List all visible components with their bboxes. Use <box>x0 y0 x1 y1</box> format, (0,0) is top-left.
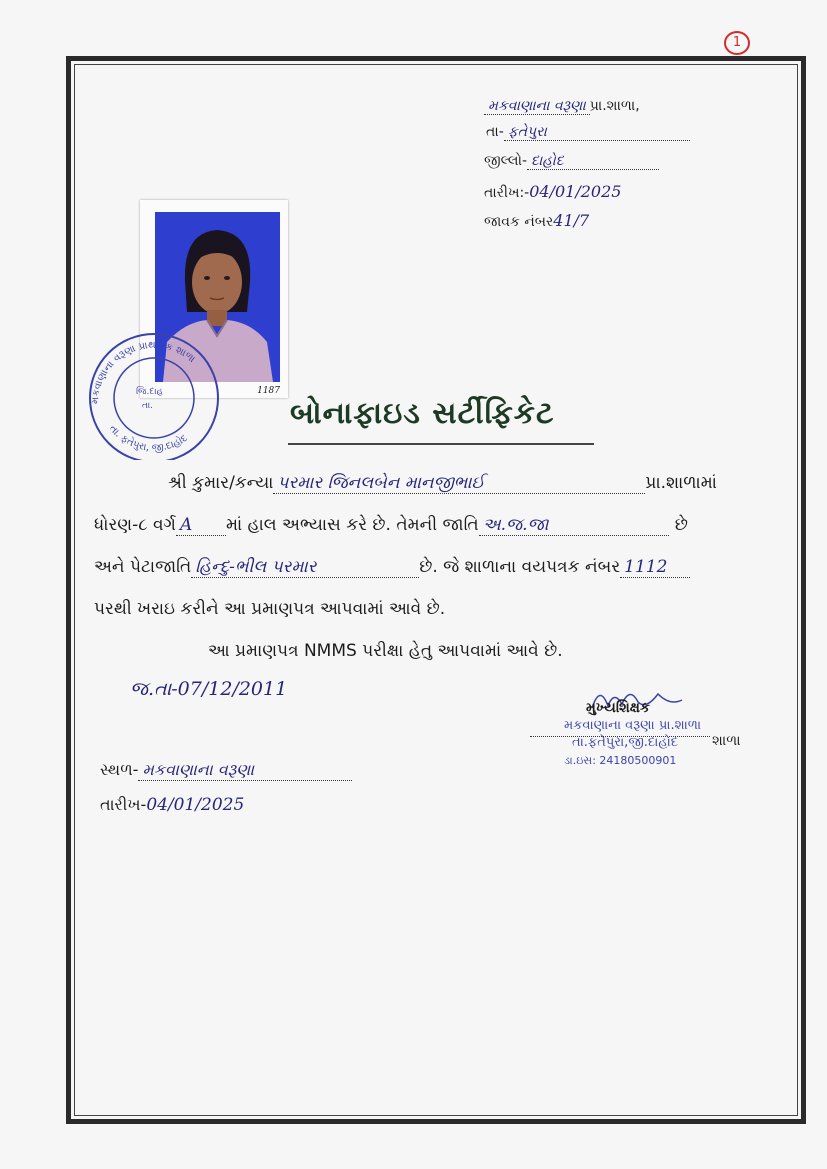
class-section: A <box>176 515 226 536</box>
svg-text:તા. ફતેપુરા, જી.દાહોદ <box>107 423 190 454</box>
certificate-title: બોનાફાઇડ સર્ટીફિકેટ <box>290 396 555 431</box>
school-suffix: પ્રા.શાળા, <box>589 98 640 114</box>
footer-date-line <box>100 795 244 815</box>
line3-prefix: અને પેટાજાતિ <box>94 557 192 577</box>
district-value: દાહોદ <box>527 153 659 170</box>
round-stamp-seal <box>80 328 228 460</box>
date-line <box>484 182 621 201</box>
page-number: 1 <box>724 31 750 55</box>
taluka-value: ફતેપુરા <box>504 124 690 141</box>
line2-prefix: ધોરણ-૮ વર્ગ <box>94 515 176 535</box>
photo-number: 1187 <box>257 386 280 396</box>
body-line-3 <box>94 557 690 578</box>
body-line-2 <box>94 515 688 536</box>
district-line <box>484 153 659 170</box>
place-value: મકવાણાના વરૂણા <box>138 760 352 781</box>
caste: અ.જ.જા <box>479 515 669 536</box>
body-line-4: પરથી ખરાઇ કરીને આ પ્રમાણપત્ર આપવામાં આવે છે. <box>94 599 446 619</box>
outward-label: જાવક નંબર <box>484 214 554 230</box>
sub-caste: હિન્દુ-ભીલ પરમાર <box>191 557 419 578</box>
date-value: 04/01/2025 <box>529 182 622 201</box>
taluka-label: તા- <box>486 124 504 140</box>
place-label: સ્થળ- <box>100 760 139 779</box>
register-number: 1112 <box>620 557 690 578</box>
footer-date-value: 04/01/2025 <box>146 795 245 815</box>
body-line-5: આ પ્રમાણપત્ર NMMS પરીક્ષા હેતુ આપવામાં આવે છે. <box>208 641 563 661</box>
district-label: જીલ્લો- <box>484 153 528 169</box>
headmaster-title: મુખ્યશિક્ષક <box>586 700 650 716</box>
line1-suffix: પ્રા.શાળામાં <box>645 473 717 493</box>
date-label: તારીખ:- <box>484 185 530 201</box>
stamp-center-line1: જિ.દાહ <box>136 387 164 397</box>
outward-line <box>484 211 589 230</box>
stamp-center-line2: તા. <box>142 401 154 411</box>
signature-stamp-address: તા.ફતેપુરા,જી.દાહોદ <box>572 735 679 750</box>
stamp-top-text: મકવાણાના વરૂણા પ્રાથમિક શાળા <box>89 339 198 405</box>
school-name-line <box>484 98 640 115</box>
signature-stamp-dise: ડા.ઇસ: 24180500901 <box>564 754 677 767</box>
school-round-stamp <box>80 328 228 460</box>
place-line <box>100 760 352 781</box>
taluka-line <box>486 124 690 141</box>
student-name: પરમાર જિનલબેન માનજીભાઈ <box>273 473 645 494</box>
line2-suffix: છે <box>674 515 688 535</box>
line1-prefix: શ્રી કુમાર/કન્યા <box>168 473 274 493</box>
line3-middle: છે. જે શાળાના વયપત્રક નંબર <box>419 557 621 577</box>
school-name: મકવાણાના વરૂણા <box>484 98 590 115</box>
title-underline <box>288 443 594 445</box>
stamp-bottom-text: તા. ફતેપુરા, જી.દાહોદ <box>106 423 190 455</box>
body-line-1 <box>168 473 717 494</box>
signature-block <box>530 680 790 780</box>
line2-middle: માં હાલ અભ્યાસ કરે છે. તેમની જાતિ <box>225 515 479 535</box>
signature-stamp-school: મકવાણાના વરૂણા પ્રા.શાળા <box>564 718 702 733</box>
outward-value: 41/7 <box>553 211 590 230</box>
signature-school-suffix: શાળા <box>712 733 741 749</box>
birth-date: જ.તા-07/12/2011 <box>130 678 288 700</box>
footer-date-label: તારીખ- <box>100 795 147 814</box>
